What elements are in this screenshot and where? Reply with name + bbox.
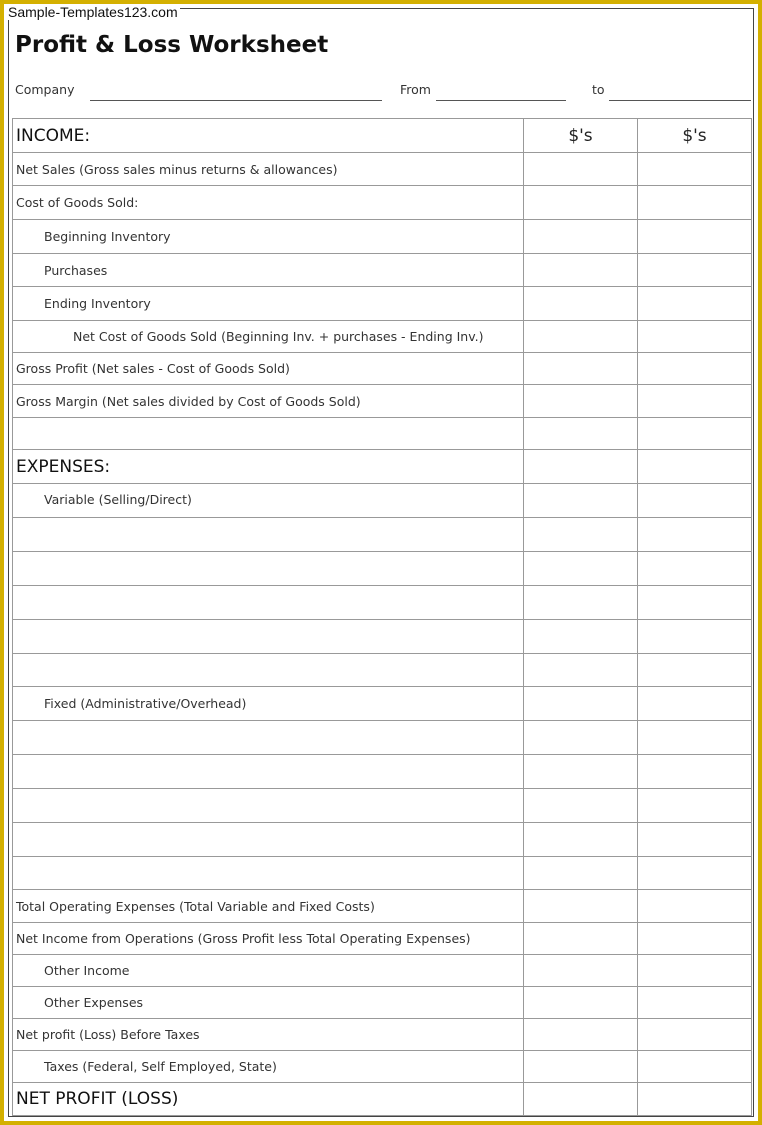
table-row: [13, 153, 752, 186]
value-cell[interactable]: [524, 287, 638, 321]
value-cell[interactable]: [638, 287, 752, 321]
value-cell[interactable]: [638, 721, 752, 755]
value-cell[interactable]: [524, 1051, 638, 1083]
value-cell[interactable]: [524, 220, 638, 254]
value-cell[interactable]: [524, 1083, 638, 1116]
value-cell[interactable]: [638, 755, 752, 789]
company-label: Company: [15, 82, 75, 97]
net-cogs-label: Net Cost of Goods Sold (Beginning Inv. + purchases - Ending Inv.): [13, 321, 524, 353]
other-expenses-label: Other Expenses: [13, 987, 524, 1019]
net-before-taxes-label: Net profit (Loss) Before Taxes: [13, 1019, 524, 1051]
other-income-label: Other Income: [13, 955, 524, 987]
beginning-inventory-label: Beginning Inventory: [13, 220, 524, 254]
table-row: [13, 353, 752, 385]
table-row: [13, 186, 752, 220]
income-heading: INCOME:: [13, 119, 524, 153]
expenses-heading: EXPENSES:: [13, 450, 524, 484]
value-cell[interactable]: [638, 153, 752, 186]
value-cell[interactable]: [638, 1019, 752, 1051]
table-row: [13, 220, 752, 254]
value-cell[interactable]: [638, 687, 752, 721]
value-cell[interactable]: [524, 450, 638, 484]
value-cell[interactable]: [524, 153, 638, 186]
table-row: [13, 1019, 752, 1051]
cogs-label: Cost of Goods Sold:: [13, 186, 524, 220]
value-cell[interactable]: [638, 385, 752, 418]
value-cell[interactable]: [638, 890, 752, 923]
net-profit-label: NET PROFIT (LOSS): [13, 1083, 524, 1116]
value-cell[interactable]: [638, 321, 752, 353]
value-cell[interactable]: [638, 789, 752, 823]
value-cell[interactable]: [524, 418, 638, 450]
table-row: [13, 755, 752, 789]
table-row: [13, 654, 752, 687]
table-row: [13, 586, 752, 620]
value-cell[interactable]: [524, 987, 638, 1019]
value-cell[interactable]: [638, 823, 752, 857]
from-field[interactable]: [436, 100, 566, 101]
table-row: [13, 923, 752, 955]
value-cell[interactable]: [638, 353, 752, 385]
table-row: [13, 484, 752, 518]
ending-inventory-label: Ending Inventory: [13, 287, 524, 321]
taxes-label: Taxes (Federal, Self Employed, State): [13, 1051, 524, 1083]
value-cell[interactable]: [524, 721, 638, 755]
table-row: [13, 321, 752, 353]
variable-label: Variable (Selling/Direct): [13, 484, 524, 518]
value-cell[interactable]: [524, 687, 638, 721]
table-row: [13, 955, 752, 987]
table-row: [13, 823, 752, 857]
value-cell[interactable]: [524, 186, 638, 220]
blank-cell[interactable]: [13, 586, 524, 620]
value-cell[interactable]: [524, 518, 638, 552]
blank-cell[interactable]: [13, 418, 524, 450]
value-cell[interactable]: [638, 418, 752, 450]
value-cell[interactable]: [638, 586, 752, 620]
value-cell[interactable]: [524, 755, 638, 789]
to-label: to: [592, 82, 605, 97]
value-cell[interactable]: [524, 620, 638, 654]
table-row: [13, 721, 752, 755]
value-cell[interactable]: [638, 518, 752, 552]
blank-cell[interactable]: [13, 721, 524, 755]
total-operating-label: Total Operating Expenses (Total Variable and Fixed Costs): [13, 890, 524, 923]
value-cell[interactable]: [638, 654, 752, 687]
value-cell[interactable]: [524, 1019, 638, 1051]
value-cell[interactable]: [638, 254, 752, 287]
net-sales-label: Net Sales (Gross sales minus returns & allowances): [13, 153, 524, 186]
table-row: [13, 890, 752, 923]
table-row: [13, 1083, 752, 1116]
value-cell[interactable]: [638, 987, 752, 1019]
value-cell[interactable]: [524, 789, 638, 823]
value-cell[interactable]: [638, 484, 752, 518]
column-header-1: $'s: [524, 119, 638, 153]
value-cell[interactable]: [524, 823, 638, 857]
blank-cell[interactable]: [13, 857, 524, 890]
value-cell[interactable]: [638, 1051, 752, 1083]
table-row: [13, 450, 752, 484]
blank-cell[interactable]: [13, 620, 524, 654]
header-row: [13, 119, 752, 153]
table-row: [13, 620, 752, 654]
from-label: From: [400, 82, 431, 97]
table-row: [13, 687, 752, 721]
page-title: Profit & Loss Worksheet: [15, 32, 329, 58]
gross-margin-label: Gross Margin (Net sales divided by Cost of Goods Sold): [13, 385, 524, 418]
table-row: [13, 418, 752, 450]
table-row: [13, 287, 752, 321]
column-header-2: $'s: [638, 119, 752, 153]
value-cell[interactable]: [524, 353, 638, 385]
value-cell[interactable]: [524, 254, 638, 287]
table-row: [13, 552, 752, 586]
fixed-label: Fixed (Administrative/Overhead): [13, 687, 524, 721]
blank-cell[interactable]: [13, 789, 524, 823]
value-cell[interactable]: [638, 620, 752, 654]
value-cell[interactable]: [638, 955, 752, 987]
value-cell[interactable]: [524, 321, 638, 353]
value-cell[interactable]: [524, 955, 638, 987]
value-cell[interactable]: [524, 484, 638, 518]
blank-cell[interactable]: [13, 518, 524, 552]
table-row: [13, 385, 752, 418]
table-row: [13, 518, 752, 552]
blank-cell[interactable]: [13, 755, 524, 789]
value-cell[interactable]: [638, 450, 752, 484]
value-cell[interactable]: [524, 552, 638, 586]
company-field[interactable]: [90, 100, 382, 101]
value-cell[interactable]: [524, 923, 638, 955]
value-cell[interactable]: [638, 923, 752, 955]
worksheet-table: [12, 118, 752, 1116]
net-income-ops-label: Net Income from Operations (Gross Profit less Total Operating Expenses): [13, 923, 524, 955]
value-cell[interactable]: [524, 857, 638, 890]
value-cell[interactable]: [638, 857, 752, 890]
value-cell[interactable]: [638, 220, 752, 254]
watermark: Sample-Templates123.com: [8, 4, 178, 20]
blank-cell[interactable]: [13, 823, 524, 857]
value-cell[interactable]: [638, 186, 752, 220]
table-row: [13, 254, 752, 287]
purchases-label: Purchases: [13, 254, 524, 287]
gross-profit-label: Gross Profit (Net sales - Cost of Goods Sold): [13, 353, 524, 385]
value-cell[interactable]: [524, 385, 638, 418]
blank-cell[interactable]: [13, 654, 524, 687]
table-row: [13, 1051, 752, 1083]
table-row: [13, 789, 752, 823]
to-field[interactable]: [609, 100, 751, 101]
table-row: [13, 857, 752, 890]
value-cell[interactable]: [638, 1083, 752, 1116]
value-cell[interactable]: [524, 890, 638, 923]
value-cell[interactable]: [638, 552, 752, 586]
blank-cell[interactable]: [13, 552, 524, 586]
table-row: [13, 987, 752, 1019]
value-cell[interactable]: [524, 654, 638, 687]
value-cell[interactable]: [524, 586, 638, 620]
